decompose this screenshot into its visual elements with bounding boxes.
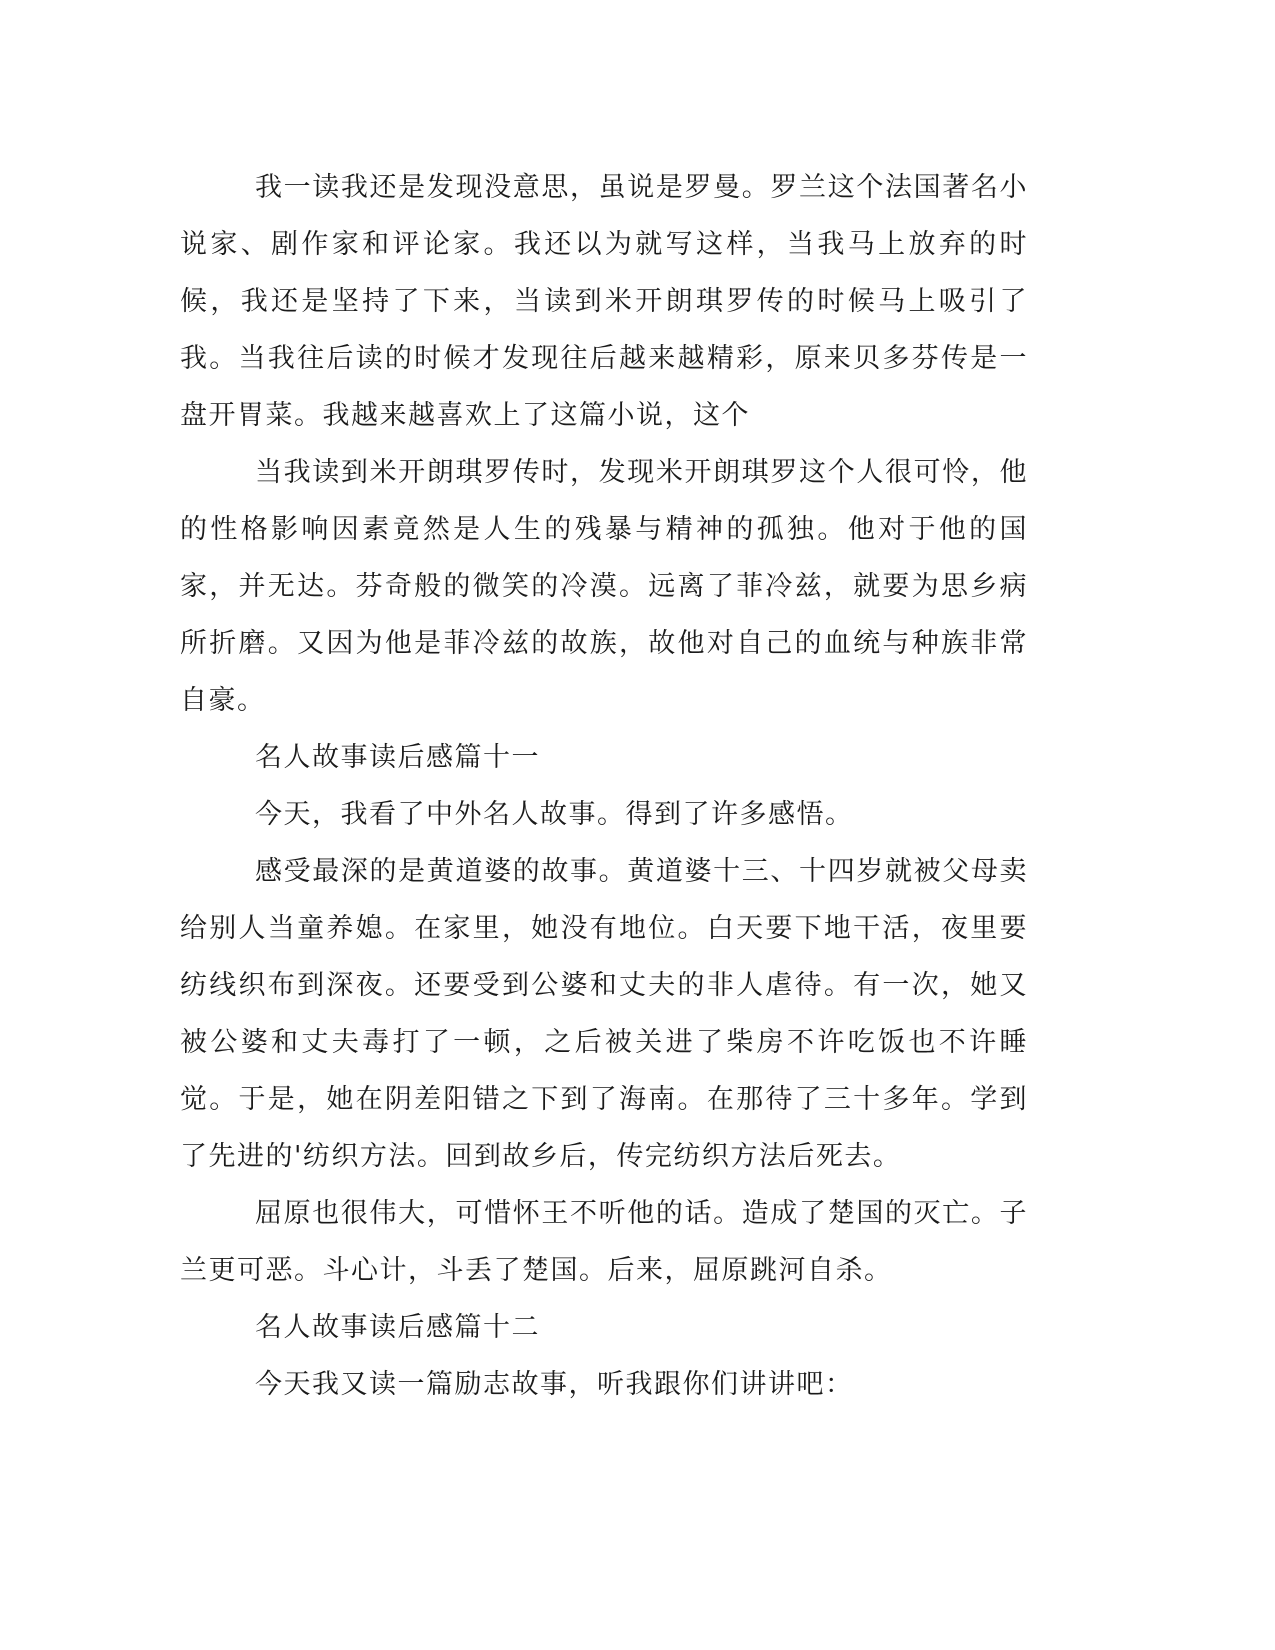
section-heading-11: 名人故事读后感篇十一 — [255, 742, 540, 773]
paragraph-2: 当我读到米开朗琪罗传时，发现米开朗琪罗这个人很可怜，他的性格影响因素竟然是人生的残暴与精神的孤独。他对于他的国家，并无达。芬奇般的微笑的冷漠。远离了菲冷兹，就要为思乡病所折磨。又因为他是菲冷兹的故族，故他对自己的血统与种族非常自豪。 — [180, 457, 1028, 716]
paragraph-4: 感受最深的是黄道婆的故事。黄道婆十三、十四岁就被父母卖给别人当童养媳。在家里，她没有地位。白天要下地干活，夜里要纺线织布到深夜。还要受到公婆和丈夫的非人虐待。有一次，她又被公婆和丈夫毒打了一顿，之后被关进了柴房不许吃饭也不许睡觉。于是，她在阴差阳错之下到了海南。在那待了三十多年。学到了先进的'纺织方法。回到故乡后，传完纺织方法后死去。 — [180, 856, 1028, 1172]
paragraph-1: 我一读我还是发现没意思，虽说是罗曼。罗兰这个法国著名小说家、剧作家和评论家。我还以为就写这样，当我马上放弃的时候，我还是坚持了下来，当读到米开朗琪罗传的时候马上吸引了我。当我往后读的时候才发现往后越来越精彩，原来贝多芬传是一盘开胃菜。我越来越喜欢上了这篇小说，这个 — [180, 172, 1028, 431]
paragraph-6: 今天我又读一篇励志故事，听我跟你们讲讲吧： — [255, 1369, 854, 1400]
paragraph-5: 屈原也很伟大，可惜怀王不听他的话。造成了楚国的灭亡。子兰更可恶。斗心计，斗丢了楚国。后来，屈原跳河自杀。 — [180, 1198, 1028, 1286]
document-body — [180, 159, 1028, 1413]
paragraph-3: 今天，我看了中外名人故事。得到了许多感悟。 — [255, 799, 854, 830]
section-heading-12: 名人故事读后感篇十二 — [255, 1312, 540, 1343]
